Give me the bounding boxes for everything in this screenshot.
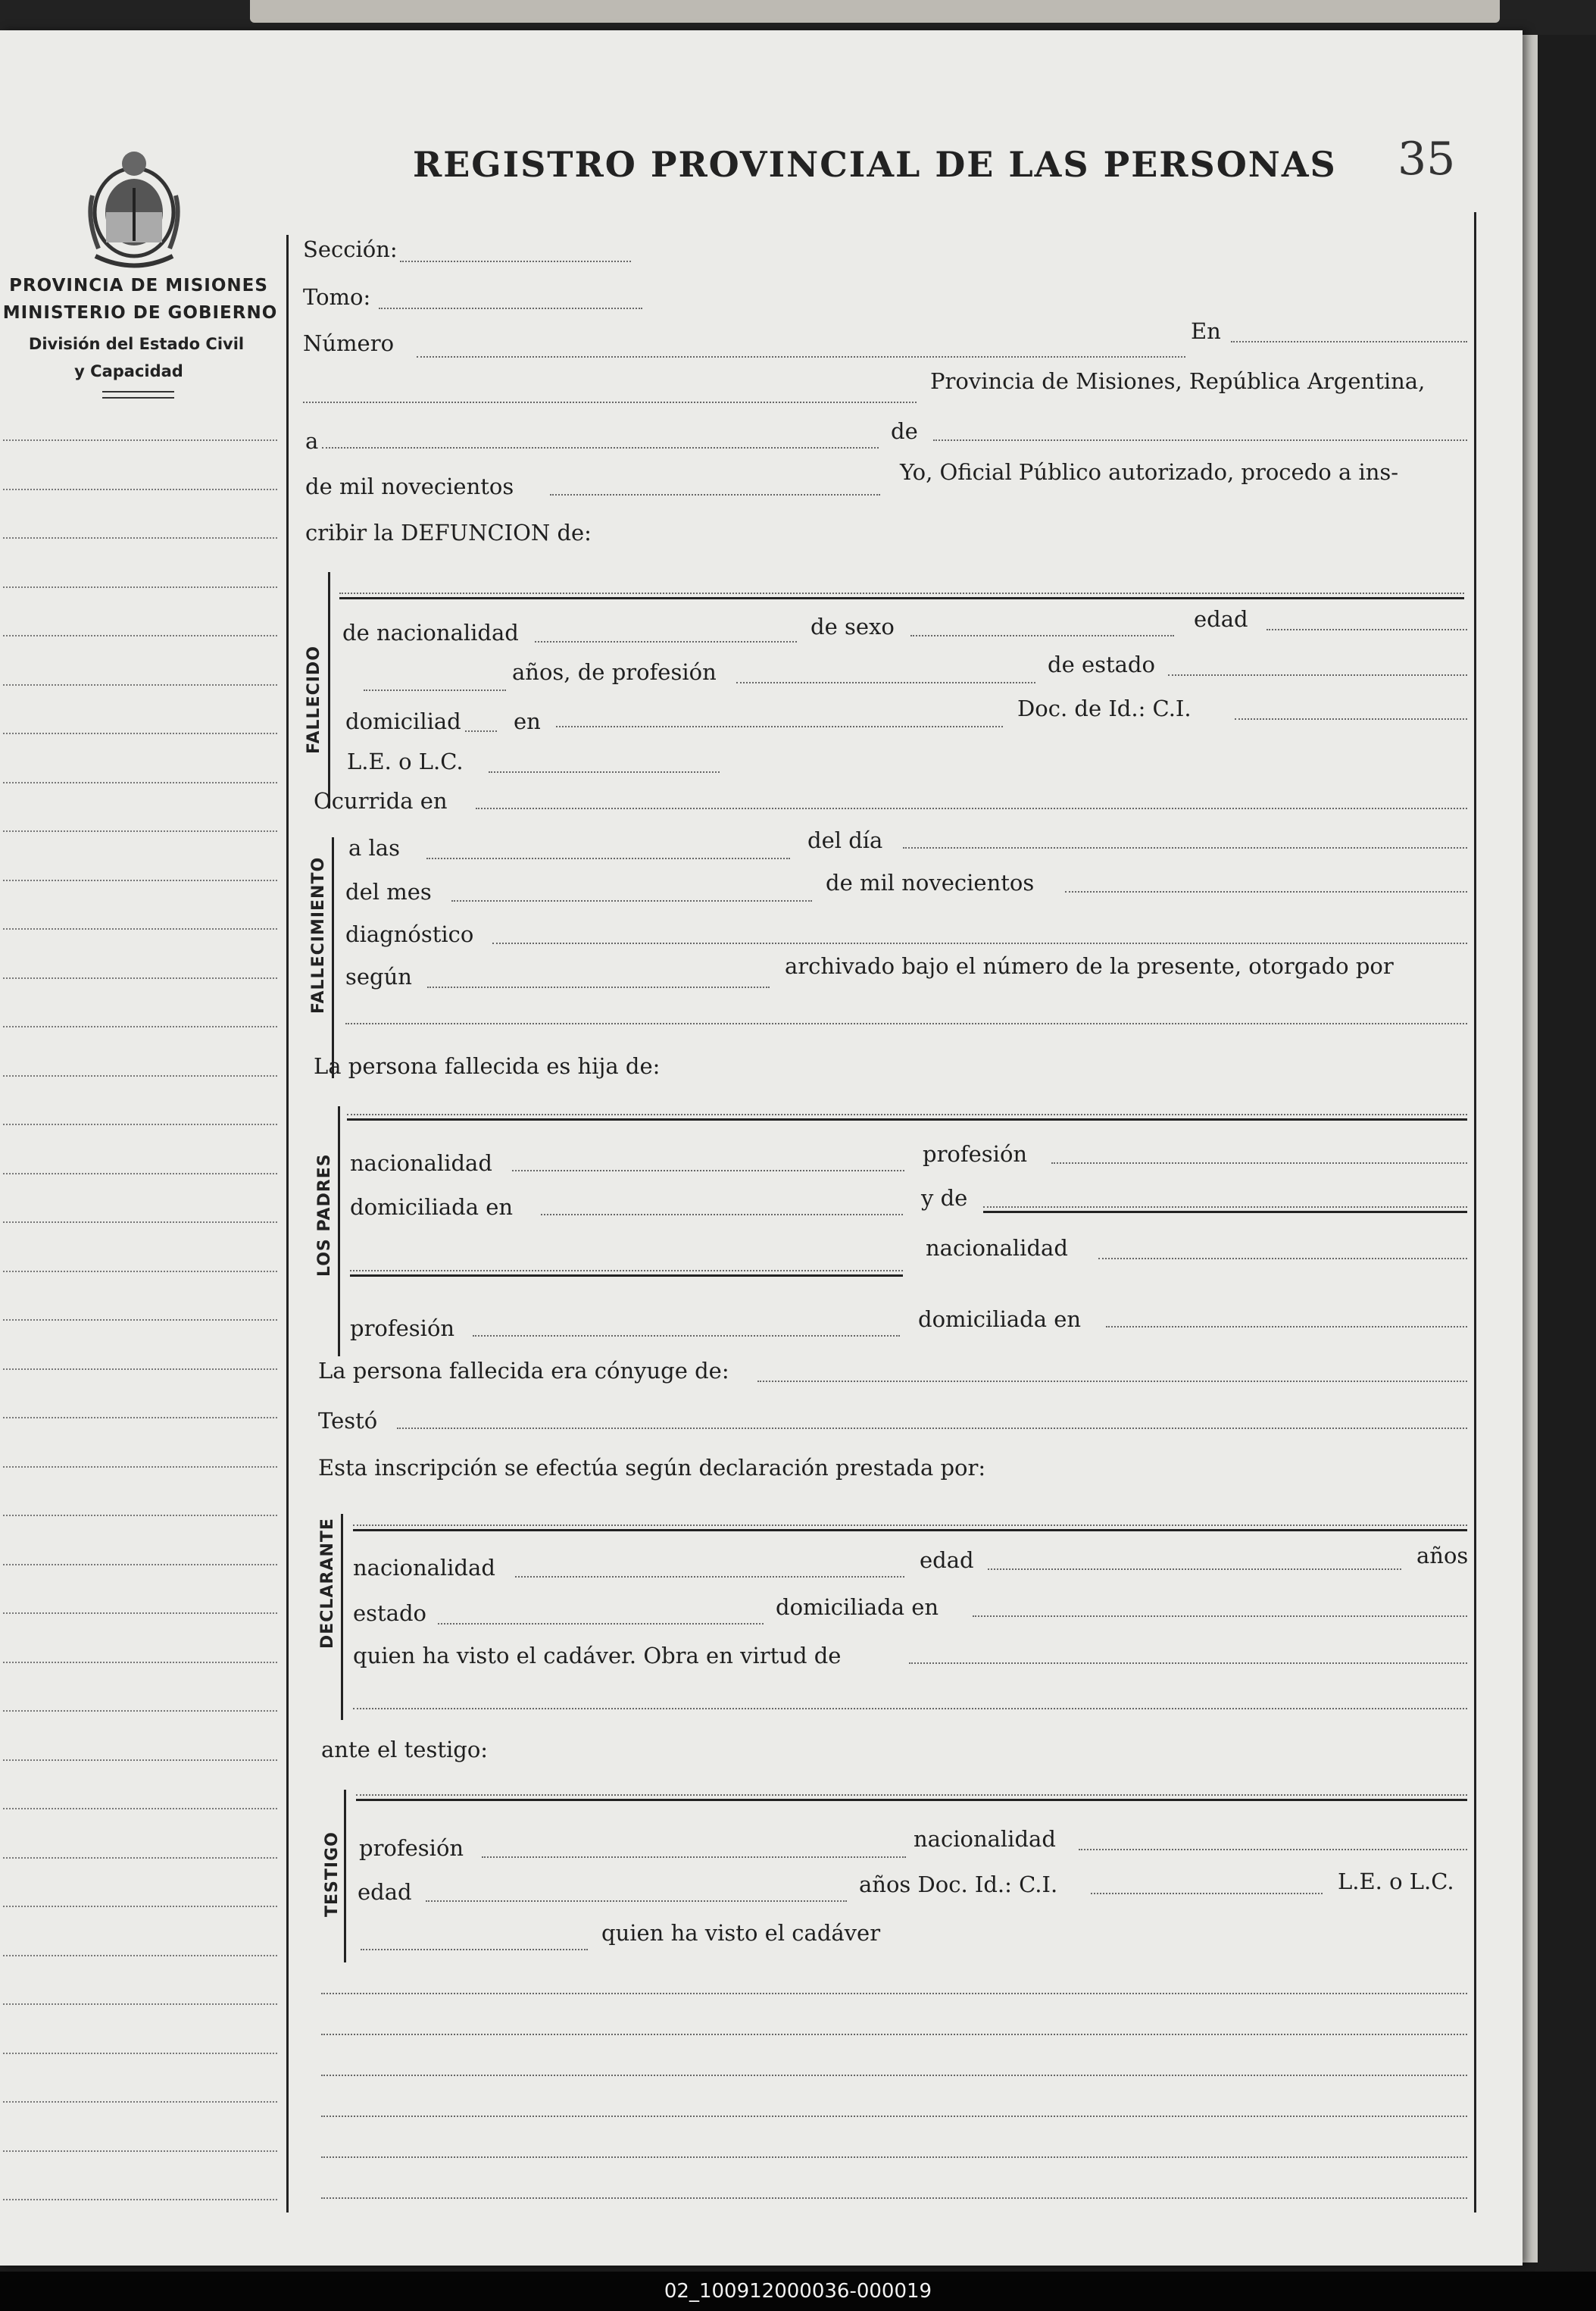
madre-nacionalidad-label: nacionalidad [926, 1235, 1068, 1261]
le-lc-field[interactable] [489, 771, 720, 773]
padres-mid-rule [350, 1274, 903, 1277]
le-lc-label: L.E. o L.C. [347, 749, 464, 774]
a-las-label: a las [348, 835, 400, 861]
margin-note-line[interactable] [3, 977, 277, 979]
conyuge-field[interactable] [757, 1381, 1467, 1382]
margin-note-line[interactable] [3, 1417, 277, 1418]
segun-field[interactable] [427, 987, 770, 988]
declarante-bracket [341, 1514, 343, 1720]
testigo-bracket [344, 1790, 346, 1962]
margin-note-line[interactable] [3, 2150, 277, 2152]
mil-novecientos-label: de mil novecientos [826, 870, 1035, 896]
anos-profesion-label: años, de profesión [512, 659, 717, 685]
estado-label: de estado [1048, 652, 1155, 677]
testigo-nacionalidad-label: nacionalidad [914, 1826, 1056, 1852]
domiciliad-label: domiciliad [345, 708, 461, 734]
de-field[interactable] [933, 439, 1467, 441]
inscribir-text: cribir la DEFUNCION de: [305, 520, 592, 546]
del-mes-label: del mes [345, 879, 432, 905]
madre-nombre-field[interactable] [983, 1206, 1467, 1208]
org-ministry: MINISTERIO DE GOBIERNO [2, 303, 278, 323]
domicilio-en-label: en [514, 708, 541, 734]
org-division: División del Estado Civil [28, 335, 245, 353]
a-field[interactable] [322, 447, 879, 449]
image-id-caption: 02_100912000036-000019 [0, 2272, 1596, 2311]
page-number: 35 [1398, 133, 1456, 186]
observation-line[interactable] [321, 1993, 1467, 1994]
testigo-anos-doc-label: años Doc. Id.: C.I. [859, 1872, 1058, 1897]
a-label: a [305, 428, 319, 454]
conyuge-label: La persona fallecida era cónyuge de: [318, 1358, 729, 1384]
sexo-label: de sexo [810, 614, 895, 640]
margin-note-line[interactable] [3, 1612, 277, 1614]
testigo-quien-text: quien ha visto el cadáver [601, 1920, 881, 1946]
observation-line[interactable] [321, 2075, 1467, 2076]
margin-note-line[interactable] [3, 2003, 277, 2005]
observation-line[interactable] [321, 2197, 1467, 2199]
numero-label: Número [303, 330, 395, 356]
numero-field[interactable] [417, 356, 1185, 358]
fallecido-bracket [328, 572, 330, 808]
testigo-ci-field[interactable] [1091, 1893, 1323, 1894]
padre-nacionalidad-field[interactable] [512, 1170, 904, 1171]
margin-note-line[interactable] [3, 1368, 277, 1370]
fallecido-side-label: FALLECIDO [305, 646, 323, 754]
de-label: de [891, 418, 918, 444]
mes-field[interactable] [451, 900, 812, 902]
declarante-extra-field[interactable] [353, 1708, 1467, 1709]
binder-strip [250, 0, 1500, 23]
margin-note-line[interactable] [3, 1906, 277, 1907]
seccion-field[interactable] [400, 261, 631, 262]
margin-note-line[interactable] [3, 928, 277, 930]
padre-domicilio-label: domiciliada en [350, 1194, 514, 1220]
margin-note-line[interactable] [3, 684, 277, 686]
diagnostico-field[interactable] [492, 943, 1467, 944]
testigo-profesion-field[interactable] [482, 1856, 906, 1858]
ocurrida-label: Ocurrida en [314, 788, 448, 814]
margin-note-line[interactable] [3, 1271, 277, 1272]
padres-bracket [338, 1106, 340, 1356]
madre-rule [983, 1211, 1467, 1213]
margin-note-line[interactable] [3, 733, 277, 734]
margin-note-line[interactable] [3, 537, 277, 539]
declarante-estado-field[interactable] [438, 1623, 764, 1625]
padre-nacionalidad-label: nacionalidad [350, 1150, 492, 1176]
madre-profesion-label: profesión [350, 1315, 455, 1341]
edad-field[interactable] [1266, 629, 1467, 630]
madre-domicilio-field[interactable] [1106, 1326, 1467, 1327]
testigo-edad-field[interactable] [426, 1900, 847, 1902]
margin-note-line[interactable] [3, 782, 277, 783]
margin-note-line[interactable] [3, 1221, 277, 1223]
domicilio-field[interactable] [556, 726, 1003, 727]
lugar-field[interactable] [303, 402, 917, 403]
testigo-nacionalidad-field[interactable] [1079, 1849, 1467, 1850]
margin-note-line[interactable] [3, 1515, 277, 1516]
del-dia-label: del día [807, 827, 883, 853]
testigo-edad-label: edad [358, 1879, 412, 1905]
sexo-field[interactable] [910, 635, 1174, 636]
hija-de-label: La persona fallecida es hija de: [314, 1053, 661, 1079]
testigo-extra-field[interactable] [361, 1949, 588, 1950]
margin-note-line[interactable] [3, 489, 277, 490]
seccion-label: Sección: [303, 236, 398, 262]
page-title: REGISTRO PROVINCIAL DE LAS PERSONAS [413, 144, 1337, 185]
declarante-rule [353, 1529, 1467, 1531]
margin-note-line[interactable] [3, 1710, 277, 1712]
declarante-edad-field[interactable] [988, 1568, 1401, 1570]
margin-note-line[interactable] [3, 439, 277, 441]
padre-nombre-field[interactable] [347, 1114, 1467, 1115]
yo-text: Yo, Oficial Público autorizado, procedo a ins- [900, 459, 1399, 485]
tomo-field[interactable] [379, 308, 642, 309]
margin-note-line[interactable] [3, 1759, 277, 1761]
madre-domicilio-label: domiciliada en [918, 1306, 1082, 1332]
declarante-domicilio-field[interactable] [973, 1615, 1467, 1617]
margin-note-line[interactable] [3, 1955, 277, 1956]
obra-en-virtud-field[interactable] [909, 1662, 1467, 1664]
testigo-rule [356, 1799, 1467, 1801]
ano-fallecimiento-field[interactable] [1065, 891, 1467, 893]
genero-field[interactable] [465, 730, 497, 732]
padres-side-label: LOS PADRES [315, 1153, 334, 1277]
anos-field[interactable] [364, 690, 506, 691]
org-underline [102, 391, 174, 392]
margin-note-line[interactable] [3, 635, 277, 636]
margin-note-line[interactable] [3, 1075, 277, 1077]
margin-divider [286, 235, 289, 2212]
observation-line[interactable] [321, 2156, 1467, 2158]
observation-line[interactable] [321, 2116, 1467, 2117]
otorgado-field[interactable] [345, 1023, 1467, 1024]
y-de-label: y de [921, 1185, 968, 1211]
org-underline [102, 397, 174, 399]
ci-field[interactable] [1235, 718, 1467, 720]
en-label: En [1191, 318, 1221, 344]
margin-note-line[interactable] [3, 1857, 277, 1859]
testo-field[interactable] [397, 1428, 1467, 1429]
org-capacity: y Capacidad [74, 362, 183, 380]
declarante-quien-text: quien ha visto el cadáver. Obra en virtud de [353, 1643, 842, 1668]
declarante-nacionalidad-field[interactable] [515, 1576, 904, 1578]
org-province: PROVINCIA DE MISIONES [9, 276, 268, 296]
coat-of-arms-icon [85, 142, 183, 271]
fallecido-rule [339, 597, 1464, 599]
testigo-side-label: TESTIGO [323, 1831, 342, 1917]
testigo-profesion-label: profesión [359, 1835, 464, 1861]
margin-note-line[interactable] [3, 1173, 277, 1174]
right-border [1474, 212, 1476, 2212]
provincia-text: Provincia de Misiones, República Argentina, [930, 368, 1426, 394]
nacionalidad-label: de nacionalidad [342, 620, 519, 646]
declarante-anos-label: años [1416, 1543, 1469, 1568]
testo-label: Testó [318, 1408, 378, 1434]
estado-field[interactable] [1168, 674, 1467, 676]
ante-testigo-label: ante el testigo: [321, 1737, 489, 1762]
margin-note-line[interactable] [3, 1466, 277, 1468]
declarante-nacionalidad-label: nacionalidad [353, 1555, 495, 1581]
declarante-edad-label: edad [920, 1547, 974, 1573]
margin-note-line[interactable] [3, 1808, 277, 1809]
de-mil-label: de mil novecientos [305, 474, 514, 499]
declarante-nombre-field[interactable] [353, 1525, 1467, 1526]
register-page [0, 30, 1523, 2266]
margin-note-line[interactable] [3, 2101, 277, 2103]
declarante-domicilio-label: domiciliada en [776, 1594, 939, 1620]
declarante-estado-label: estado [353, 1600, 427, 1626]
observation-line[interactable] [321, 2034, 1467, 2035]
fallecimiento-bracket [332, 837, 334, 1078]
declaracion-text: Esta inscripción se efectúa según declaración prestada por: [318, 1455, 986, 1481]
padre-profesion-label: profesión [923, 1141, 1028, 1167]
margin-note-line[interactable] [3, 880, 277, 881]
margin-note-line[interactable] [3, 1319, 277, 1321]
ano-field[interactable] [550, 494, 880, 496]
doc-label: Doc. de Id.: C.I. [1017, 696, 1192, 721]
madre-profesion-field[interactable] [473, 1335, 900, 1337]
padre-profesion-field[interactable] [1051, 1162, 1467, 1164]
segun-label: según [345, 964, 412, 990]
margin-note-line[interactable] [3, 2199, 277, 2200]
profesion-field[interactable] [736, 682, 1035, 683]
margin-note-line[interactable] [3, 830, 277, 832]
ocurrida-field[interactable] [476, 808, 1467, 809]
nacionalidad-field[interactable] [535, 641, 797, 643]
dia-field[interactable] [903, 847, 1467, 849]
margin-note-line[interactable] [3, 1662, 277, 1663]
testigo-le-lc-label: L.E. o L.C. [1338, 1869, 1454, 1894]
fallecimiento-side-label: FALLECIMIENTO [309, 856, 328, 1014]
diagnostico-label: diagnóstico [345, 921, 474, 947]
archivado-text: archivado bajo el número de la presente, otorgado por [785, 953, 1394, 979]
margin-note-line[interactable] [3, 2053, 277, 2054]
padre-domicilio-field[interactable] [541, 1214, 903, 1215]
testigo-nombre-field[interactable] [356, 1794, 1467, 1796]
margin-note-line[interactable] [3, 1564, 277, 1565]
margin-note-line[interactable] [3, 1124, 277, 1125]
madre-nacionalidad-field[interactable] [1098, 1258, 1467, 1259]
fallecido-nombre-field[interactable] [339, 593, 1464, 594]
margin-note-line[interactable] [3, 1026, 277, 1027]
en-field[interactable] [1231, 341, 1467, 342]
hora-field[interactable] [426, 858, 790, 859]
padre-extra-field[interactable] [350, 1270, 903, 1271]
declarante-side-label: DECLARANTE [318, 1518, 337, 1649]
edad-label: edad [1194, 606, 1248, 632]
tomo-label: Tomo: [303, 284, 371, 310]
margin-note-line[interactable] [3, 586, 277, 588]
padres-rule [347, 1118, 1467, 1121]
page-edge [1523, 35, 1538, 2263]
